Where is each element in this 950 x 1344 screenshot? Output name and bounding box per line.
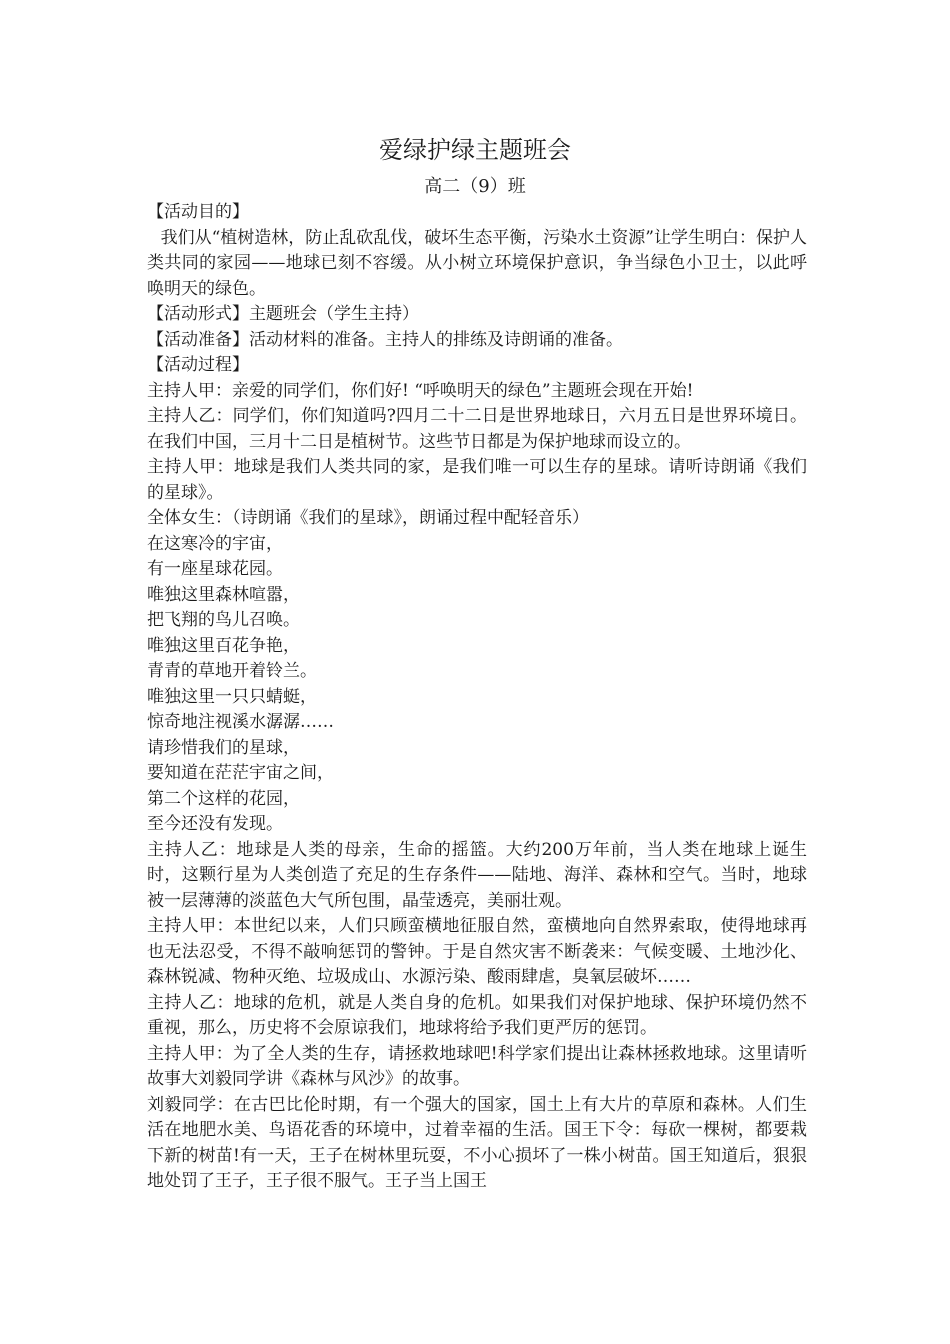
poem-line: 青青的草地开着铃兰。 bbox=[147, 661, 317, 681]
class-subtitle: 高二（9）班 bbox=[424, 176, 526, 197]
poem-line: 惊奇地注视溪水潺潺…… bbox=[147, 712, 334, 732]
poem-line: 唯独这里百花争艳， bbox=[147, 635, 300, 656]
document-title: 爱绿护绿主题班会 bbox=[379, 136, 571, 164]
dialogue-line: 主持人甲：为了全人类的生存，请拯救地球吧!科学家们提出让森林拯救地球。这里请听故事大刘毅同学讲《森林与风沙》的故事。 bbox=[147, 1043, 807, 1089]
poem-line: 有一座星球花园。 bbox=[147, 559, 283, 579]
paragraph-form: 【活动形式】主题班会（学生主持） bbox=[147, 304, 419, 324]
poem-line: 唯独这里一只只蜻蜓， bbox=[147, 686, 317, 707]
document-body bbox=[147, 200, 807, 1195]
poem-line: 要知道在茫茫宇宙之间， bbox=[147, 763, 334, 783]
dialogue-line: 主持人甲：本世纪以来，人们只顾蛮横地征服自然，蛮横地向自然界索取，使得地球再也无法忍受，不得不敲响惩罚的警钟。于是自然灾害不断袭来：气候变暖、土地沙化、森林锐减、物种灭绝、垃圾成山、水源污染、酸雨肆虐，臭氧层破坏…… bbox=[147, 916, 807, 987]
poem-line: 唯独这里森林喧嚣， bbox=[147, 584, 300, 605]
poem-line: 至今还没有发现。 bbox=[147, 814, 283, 834]
paragraph-preparation: 【活动准备】活动材料的准备。主持人的排练及诗朗诵的准备。 bbox=[147, 329, 623, 350]
poem-line: 把飞翔的鸟儿召唤。 bbox=[147, 610, 300, 630]
dialogue-line: 刘毅同学：在古巴比伦时期，有一个强大的国家，国土上有大片的草原和森林。人们生活在地肥水美、鸟语花香的环境中，过着幸福的生活。国王下令：每砍一棵树，都要栽下新的树苗!有一天，王子在树林里玩耍，不小心损坏了一株小树苗。国王知道后，狠狠地处罚了王子，王子很不服气。王子当上国王 bbox=[147, 1094, 807, 1191]
dialogue-line: 主持人乙：地球的危机，就是人类自身的危机。如果我们对保护地球、保护环境仍然不重视，那么，历史将不会原谅我们，地球将给予我们更严厉的惩罚。 bbox=[147, 992, 807, 1038]
poem-line: 第二个这样的花园， bbox=[147, 788, 300, 809]
dialogue-line: 主持人甲：亲爱的同学们，你们好! “呼唤明天的绿色”主题班会现在开始! bbox=[147, 380, 694, 401]
section-heading-process: 【活动过程】 bbox=[147, 355, 249, 375]
poem-line: 在这寒冷的宇宙， bbox=[147, 533, 283, 554]
dialogue-line: 主持人乙：同学们，你们知道吗?四月二十二日是世界地球日，六月五日是世界环境日。在我们中国，三月十二日是植树节。这些节日都是为保护地球而设立的。 bbox=[147, 406, 807, 452]
dialogue-line: 主持人乙：地球是人类的母亲，生命的摇篮。大约200万年前，当人类在地球上诞生时，这颗行星为人类创造了充足的生存条件——陆地、海洋、森林和空气。当时，地球被一层薄薄的淡蓝色大气所包围，晶莹透亮，美丽壮观。 bbox=[147, 839, 807, 911]
section-heading-purpose: 【活动目的】 bbox=[147, 202, 249, 222]
dialogue-line: 全体女生：（诗朗诵《我们的星球》，朗诵过程中配轻音乐） bbox=[147, 508, 589, 528]
paragraph-purpose: 我们从“植树造林，防止乱砍乱伐，破坏生态平衡，污染水土资源”让学生明白：保护人类共同的家园——地球已刻不容缓。从小树立环境保护意识，争当绿色小卫士，以此呼唤明天的绿色。 bbox=[147, 227, 807, 299]
poem-line: 请珍惜我们的星球， bbox=[147, 737, 300, 758]
dialogue-line: 主持人甲：地球是我们人类共同的家，是我们唯一可以生存的星球。请听诗朗诵《我们的星球》。 bbox=[147, 457, 807, 503]
